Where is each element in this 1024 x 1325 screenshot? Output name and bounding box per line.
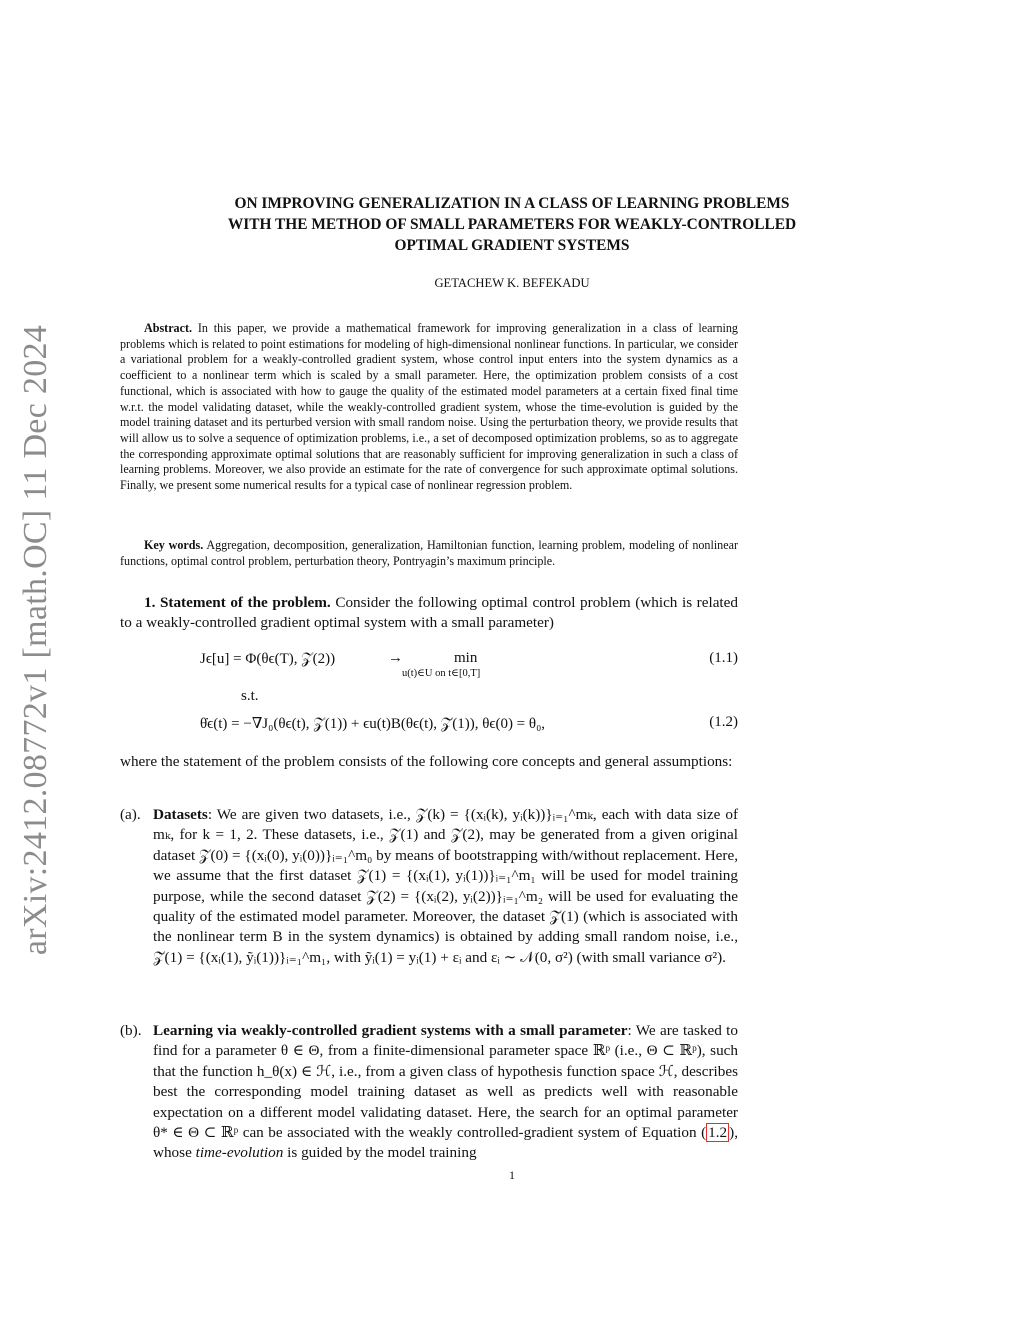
abstract-text: In this paper, we provide a mathematical framework for improving generalization in a class of learning problems which is related to point estimations for modeling of high-dimensional nonlinear functions. In particular, we consider a variational problem for a weakly-controlled gradient system, whose control input enters into the system dynamics as a coefficient to a nonlinear term which is scaled by a small parameter. Here, the optimization problem consists of a cost functional, which is associated with how to gauge the quality of the estimated model parameters at a certain fixed final time w.r.t. the model validating dataset, while the weakly-controlled gradient system, whose the time-evolution is guided by the model training dataset and its perturbed version with small random noise. Using the perturbation theory, we provide results that will allow us to solve a sequence of optimization problems, i.e., a set of decomposed optimization problems, so as to aggregate the corresponding approximate optimal solutions that are reasonably sufficient for improving generalization in such a class of learning problems. Moreover, we also provide an estimate for the rate of convergence for such approximate optimal solutions. Finally, we present some numerical results for a typical case of nonlinear regression problem.	[120, 321, 738, 493]
abstract-label: Abstract.	[144, 321, 193, 335]
keywords-label: Key words.	[144, 538, 204, 552]
equation-min-subscript: u(t)∈U on t∈[0,T]	[402, 668, 481, 679]
paper-title	[0, 193, 1024, 256]
item-text: : We are given two datasets, i.e., 𝒵(k) = {(xᵢ(k), yᵢ(k))}ᵢ₌₁^mₖ, each with data size of mₖ, for k = 1, 2. These datasets, i.e., 𝒵(1) and 𝒵(2), may be generated from a given original dataset 𝒵(0) = {(xᵢ(0), yᵢ(0))}ᵢ₌₁^m₀ by means of bootstrapping with/without replacement. Here, we assume that the first dataset 𝒵(1) = {(xᵢ(1), yᵢ(1))}ᵢ₌₁^m₁ will be used for model training purpose, while the second dataset 𝒵(2) = {(xᵢ(2), yᵢ(2))}ᵢ₌₁^m₂ will be used for evaluating the quality of the estimated model parameter. Moreover, the dataset 𝒵̃(1) (which is associated with the nonlinear term B in the system dynamics) is obtained by adding small random noise, i.e., 𝒵̃(1) = {(xᵢ(1), ỹᵢ(1))}ᵢ₌₁^m₁, with ỹᵢ(1) = yᵢ(1) + εᵢ and εᵢ ∼ 𝒩(0, σ²) (with small variance σ²).	[153, 806, 738, 966]
equation-number: (1.2)	[709, 714, 738, 730]
equation-number: (1.1)	[709, 650, 738, 666]
equation-min: min	[454, 650, 478, 666]
subject-to	[120, 688, 738, 712]
keywords-text: Aggregation, decomposition, generalization, Hamiltonian function, learning problem, modeling of nonlinear functions, optimal control problem, perturbation theory, Pontryagin’s maximum principle.	[120, 538, 738, 568]
item-datasets	[120, 805, 738, 968]
arxiv-identifier-text: arXiv:2412.08772v1 [math.OC] 11 Dec 2024	[17, 324, 54, 956]
item-text: : We are tasked to find for a parameter θ ∈ Θ, from a finite-dimensional parameter space ℝᵖ (i.e., Θ ⊂ ℝᵖ), such that the function h_θ(x) ∈ ℋ, i.e., from a given class of hypothesis function space ℋ, describes best the corresponding model training dataset as well as predicts well with reasonable expectation on a different model validating dataset. Here, the search for an optimal parameter θ* ∈ Θ ⊂ ℝᵖ can be associated with the weakly controlled-gradient system of Equation	[153, 1022, 738, 1142]
author-name: GETACHEW K. BEFEKADU	[434, 276, 590, 290]
abstract	[120, 321, 738, 494]
assumptions-intro: where the statement of the problem consists of the following core concepts and general assumptions:	[120, 753, 733, 770]
item-learning: (b). Learning via weakly-controlled gradient systems with a small parameter: We are tasked to find for a parameter θ ∈ Θ, from a finite-dimensional parameter space ℝᵖ (i.e., Θ ⊂ ℝᵖ), such that the function h_θ(x) ∈ ℋ, i.e., from a given class of hypothesis function space ℋ, describes best the corresponding model training dataset as well as predicts well with reasonable expectation on a different model validating dataset. Here, the search for an optimal parameter θ* ∈ Θ ⊂ ℝᵖ can be associated with the weakly controlled-gradient system of Equation ( 1.2 ), whose time-evolution is guided by the model training	[120, 1022, 738, 1162]
section-intro	[120, 593, 738, 633]
equation-arrow: →	[388, 650, 403, 666]
item-emphasis: time-evolution	[195, 1144, 284, 1162]
item-label: (b).	[120, 1022, 142, 1039]
item-label: (a).	[120, 806, 141, 823]
title-line: OPTIMAL GRADIENT SYSTEMS	[394, 237, 630, 254]
subject-to-label: s.t.	[241, 688, 259, 704]
equation-lhs: Jϵ[u] = Φ(θϵ(T), 𝒵(2))	[200, 651, 336, 667]
equation-1-1	[120, 650, 738, 679]
equation-1-2	[120, 714, 738, 738]
title-line: WITH THE METHOD OF SMALL PARAMETERS FOR WEAKLY-CONTROLLED	[227, 216, 797, 233]
equation-dynamics: θ̇ϵ(t) = −∇J₀(θϵ(t), 𝒵(1)) + ϵu(t)B(θϵ(t), 𝒵̃(1)), θϵ(0) = θ₀,	[200, 716, 546, 732]
item-text: is guided by the model training	[283, 1144, 477, 1162]
item-heading: Datasets	[153, 806, 208, 823]
item-text: , whose	[153, 1124, 738, 1162]
item-heading: Learning via weakly-controlled gradient systems with a small parameter	[153, 1022, 628, 1039]
title-line: ON IMPROVING GENERALIZATION IN A CLASS OF LEARNING PROBLEMS	[234, 195, 790, 212]
equation-reference-link[interactable]: 1.2	[708, 1124, 728, 1142]
page-number: 1	[509, 1168, 515, 1182]
section-intro-text: Consider the following optimal control problem (which is related to a weakly-controlled gradient optimal system with a small parameter)	[120, 594, 738, 632]
section-heading: 1. Statement of the problem.	[144, 594, 331, 611]
keywords	[120, 538, 738, 569]
